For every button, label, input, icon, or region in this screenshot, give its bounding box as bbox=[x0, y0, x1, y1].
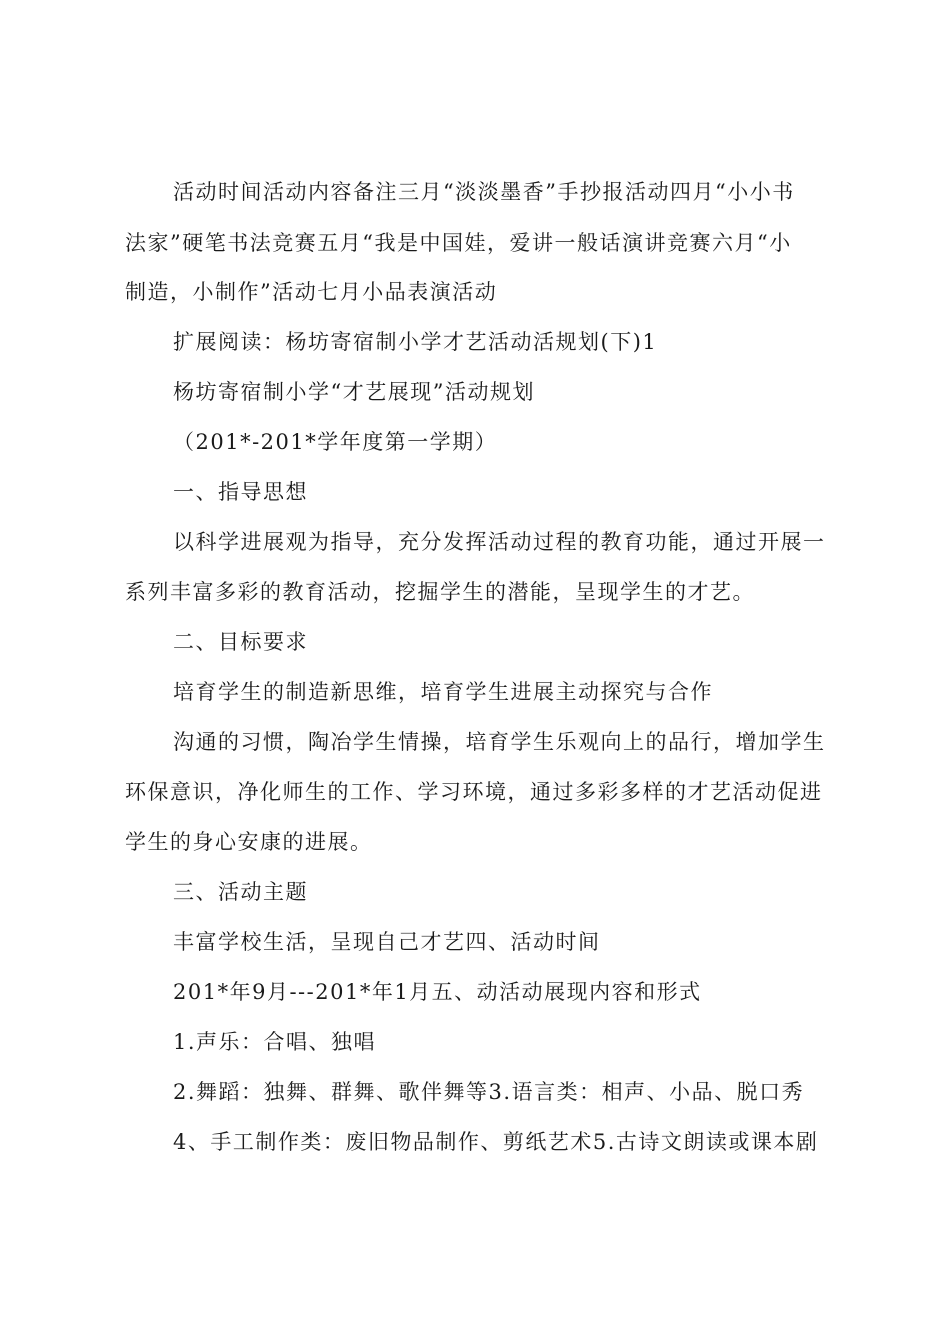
text-line-18: 1.声乐：合唱、独唱 bbox=[173, 1030, 377, 1054]
text-line-11: 培育学生的制造新思维，培育学生进展主动探究与合作 bbox=[173, 680, 713, 704]
text-line-17: 201*年9月---201*年1月五、动活动展现内容和形式 bbox=[173, 980, 702, 1004]
text-line-7: 一、指导思想 bbox=[173, 480, 308, 504]
text-line-3: 制造，小制作”活动七月小品表演活动 bbox=[125, 280, 498, 304]
text-line-19: 2.舞蹈：独舞、群舞、歌伴舞等3.语言类：相声、小品、脱口秀 bbox=[173, 1080, 805, 1104]
text-line-10: 二、目标要求 bbox=[173, 630, 308, 654]
text-line-9: 系列丰富多彩的教育活动，挖掘学生的潜能，呈现学生的才艺。 bbox=[125, 580, 755, 604]
text-line-20: 4、手工制作类：废旧物品制作、剪纸艺术5.古诗文朗读或课本剧 bbox=[173, 1130, 819, 1154]
text-line-14: 学生的身心安康的进展。 bbox=[125, 830, 373, 854]
text-line-4: 扩展阅读：杨坊寄宿制小学才艺活动活规划(下)1 bbox=[173, 330, 658, 354]
text-line-2: 法家”硬笔书法竞赛五月“我是中国娃，爱讲一般话演讲竞赛六月“小 bbox=[125, 231, 792, 255]
text-line-12: 沟通的习惯，陶冶学生情操，培育学生乐观向上的品行，增加学生 bbox=[173, 730, 826, 754]
text-line-5: 杨坊寄宿制小学“才艺展现”活动规划 bbox=[173, 380, 535, 404]
text-line-1: 活动时间活动内容备注三月“淡淡墨香”手抄报活动四月“小小书 bbox=[173, 180, 795, 204]
text-line-16: 丰富学校生活，呈现自己才艺四、活动时间 bbox=[173, 930, 601, 954]
text-line-8: 以科学进展观为指导，充分发挥活动过程的教育功能，通过开展一 bbox=[173, 530, 826, 554]
text-line-15: 三、活动主题 bbox=[173, 880, 308, 904]
text-line-6: （201*-201*学年度第一学期） bbox=[173, 430, 498, 454]
text-line-13: 环保意识，净化师生的工作、学习环境，通过多彩多样的才艺活动促进 bbox=[125, 780, 823, 804]
